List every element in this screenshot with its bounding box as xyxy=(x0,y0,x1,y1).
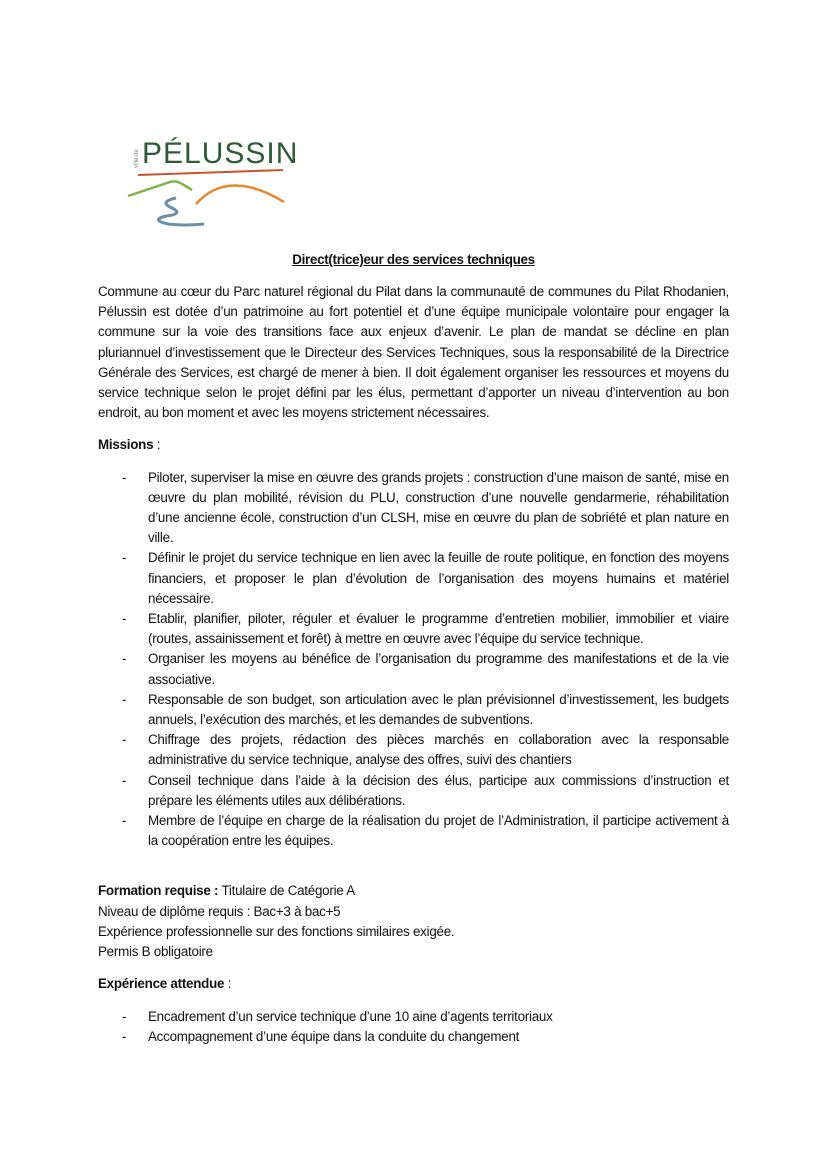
list-item: - Chiffrage des projets, rédaction des pièces marchés en collaboration avec la responsable administrative du service technique, analyse des offres, suivi des chantiers xyxy=(122,732,729,768)
list-item: - Encadrement d’un service technique d’une 10 aine d’agents territoriaux xyxy=(98,1007,729,1027)
list-item: - Accompagnement d’une équipe dans la conduite du changement xyxy=(98,1027,729,1047)
dash-bullet-icon: - xyxy=(122,550,127,566)
svg-text:PÉLUSSIN: PÉLUSSIN xyxy=(142,137,299,170)
list-item: - Définir le projet du service technique en lien avec la feuille de route politique, en fonction des moyens financiers, et proposer le plan d’évolution de l’organisation des moyens humains et matériel nécessaire. xyxy=(122,550,729,606)
license-line: Permis B obligatoire xyxy=(98,944,213,960)
list-item: - Conseil technique dans l’aide à la décision des élus, participe aux commissions d’instruction et prépare les éléments utiles aux délibérations. xyxy=(122,772,729,808)
page-title: Direct(trice)eur des services techniques xyxy=(292,252,535,267)
dash-bullet-icon: - xyxy=(122,732,127,748)
dash-bullet-icon: - xyxy=(122,691,127,707)
list-item: - Piloter, superviser la mise en œuvre des grands projets : construction d’une maison de santé, mise en œuvre du plan mobilité, révision du PLU, construction d’une nouvelle gendarmerie, réhabilitation d’une ancienne école, construction d’un CLSH, mise en œuvre du plan de sobriété et plan nature en ville. xyxy=(122,469,729,546)
svg-text:ville de: ville de xyxy=(134,149,140,168)
diploma-line: Niveau de diplôme requis : Bac+3 à bac+5 xyxy=(98,903,341,919)
experience-required-line: Expérience professionnelle sur des fonctions similaires exigée. xyxy=(98,923,455,939)
dash-bullet-icon: - xyxy=(122,469,127,485)
formation-line: Formation requise : Titulaire de Catégorie A xyxy=(98,883,355,899)
dash-bullet-icon: - xyxy=(122,651,127,667)
intro-paragraph: Commune au cœur du Parc naturel régional du Pilat dans la communauté de communes du Pilat Rhodanien, Pélussin est dotée d’un patrimoine au fort potentiel et d’une équipe municipale volontaire pour engager la commune sur la voie des transitions face aux enjeux d’avenir. Le plan de mandat se décline en plan pluriannuel d’investissement que le Directeur des Services Techniques, sous la responsabilité de la Directrice Générale des Services, est chargé de mener à bien. Il doit également organiser les ressources et moyens du service technique selon le projet défini par les élus, permettant d’apporter un niveau d’intervention au bon endroit, au bon moment et avec les moyens strictement nécessaires. xyxy=(98,284,729,421)
list-item: - Responsable de son budget, son articulation avec le plan prévisionnel d’investissement, les budgets annuels, l’exécution des marchés, et les demandes de subventions. xyxy=(122,691,729,728)
dash-bullet-icon: - xyxy=(122,772,127,788)
experience-heading: Expérience attendue : xyxy=(98,976,232,992)
list-item: - Membre de l’équipe en charge de la réalisation du projet de l’Administration, il participe activement à la coopération entre les équipes. xyxy=(122,813,729,849)
dash-bullet-icon: - xyxy=(122,1008,127,1024)
experience-list xyxy=(98,1007,729,1047)
list-item: - Organiser les moyens au bénéfice de l’organisation du programme des manifestations et de la vie associative. xyxy=(122,651,729,687)
missions-list xyxy=(98,468,729,852)
pelussin-logo xyxy=(98,98,313,256)
dash-bullet-icon: - xyxy=(122,1028,127,1044)
missions-heading: Missions : xyxy=(98,437,161,453)
document-body xyxy=(98,282,729,1047)
dash-bullet-icon: - xyxy=(122,813,127,829)
dash-bullet-icon: - xyxy=(122,611,127,627)
logo-graphic-icon xyxy=(98,98,313,256)
list-item: - Etablir, planifier, piloter, réguler et évaluer le programme d’entretien mobilier, immobilier et viaire (routes, assainissement et forêt) à mettre en œuvre avec l’équipe du service technique. xyxy=(122,611,729,647)
